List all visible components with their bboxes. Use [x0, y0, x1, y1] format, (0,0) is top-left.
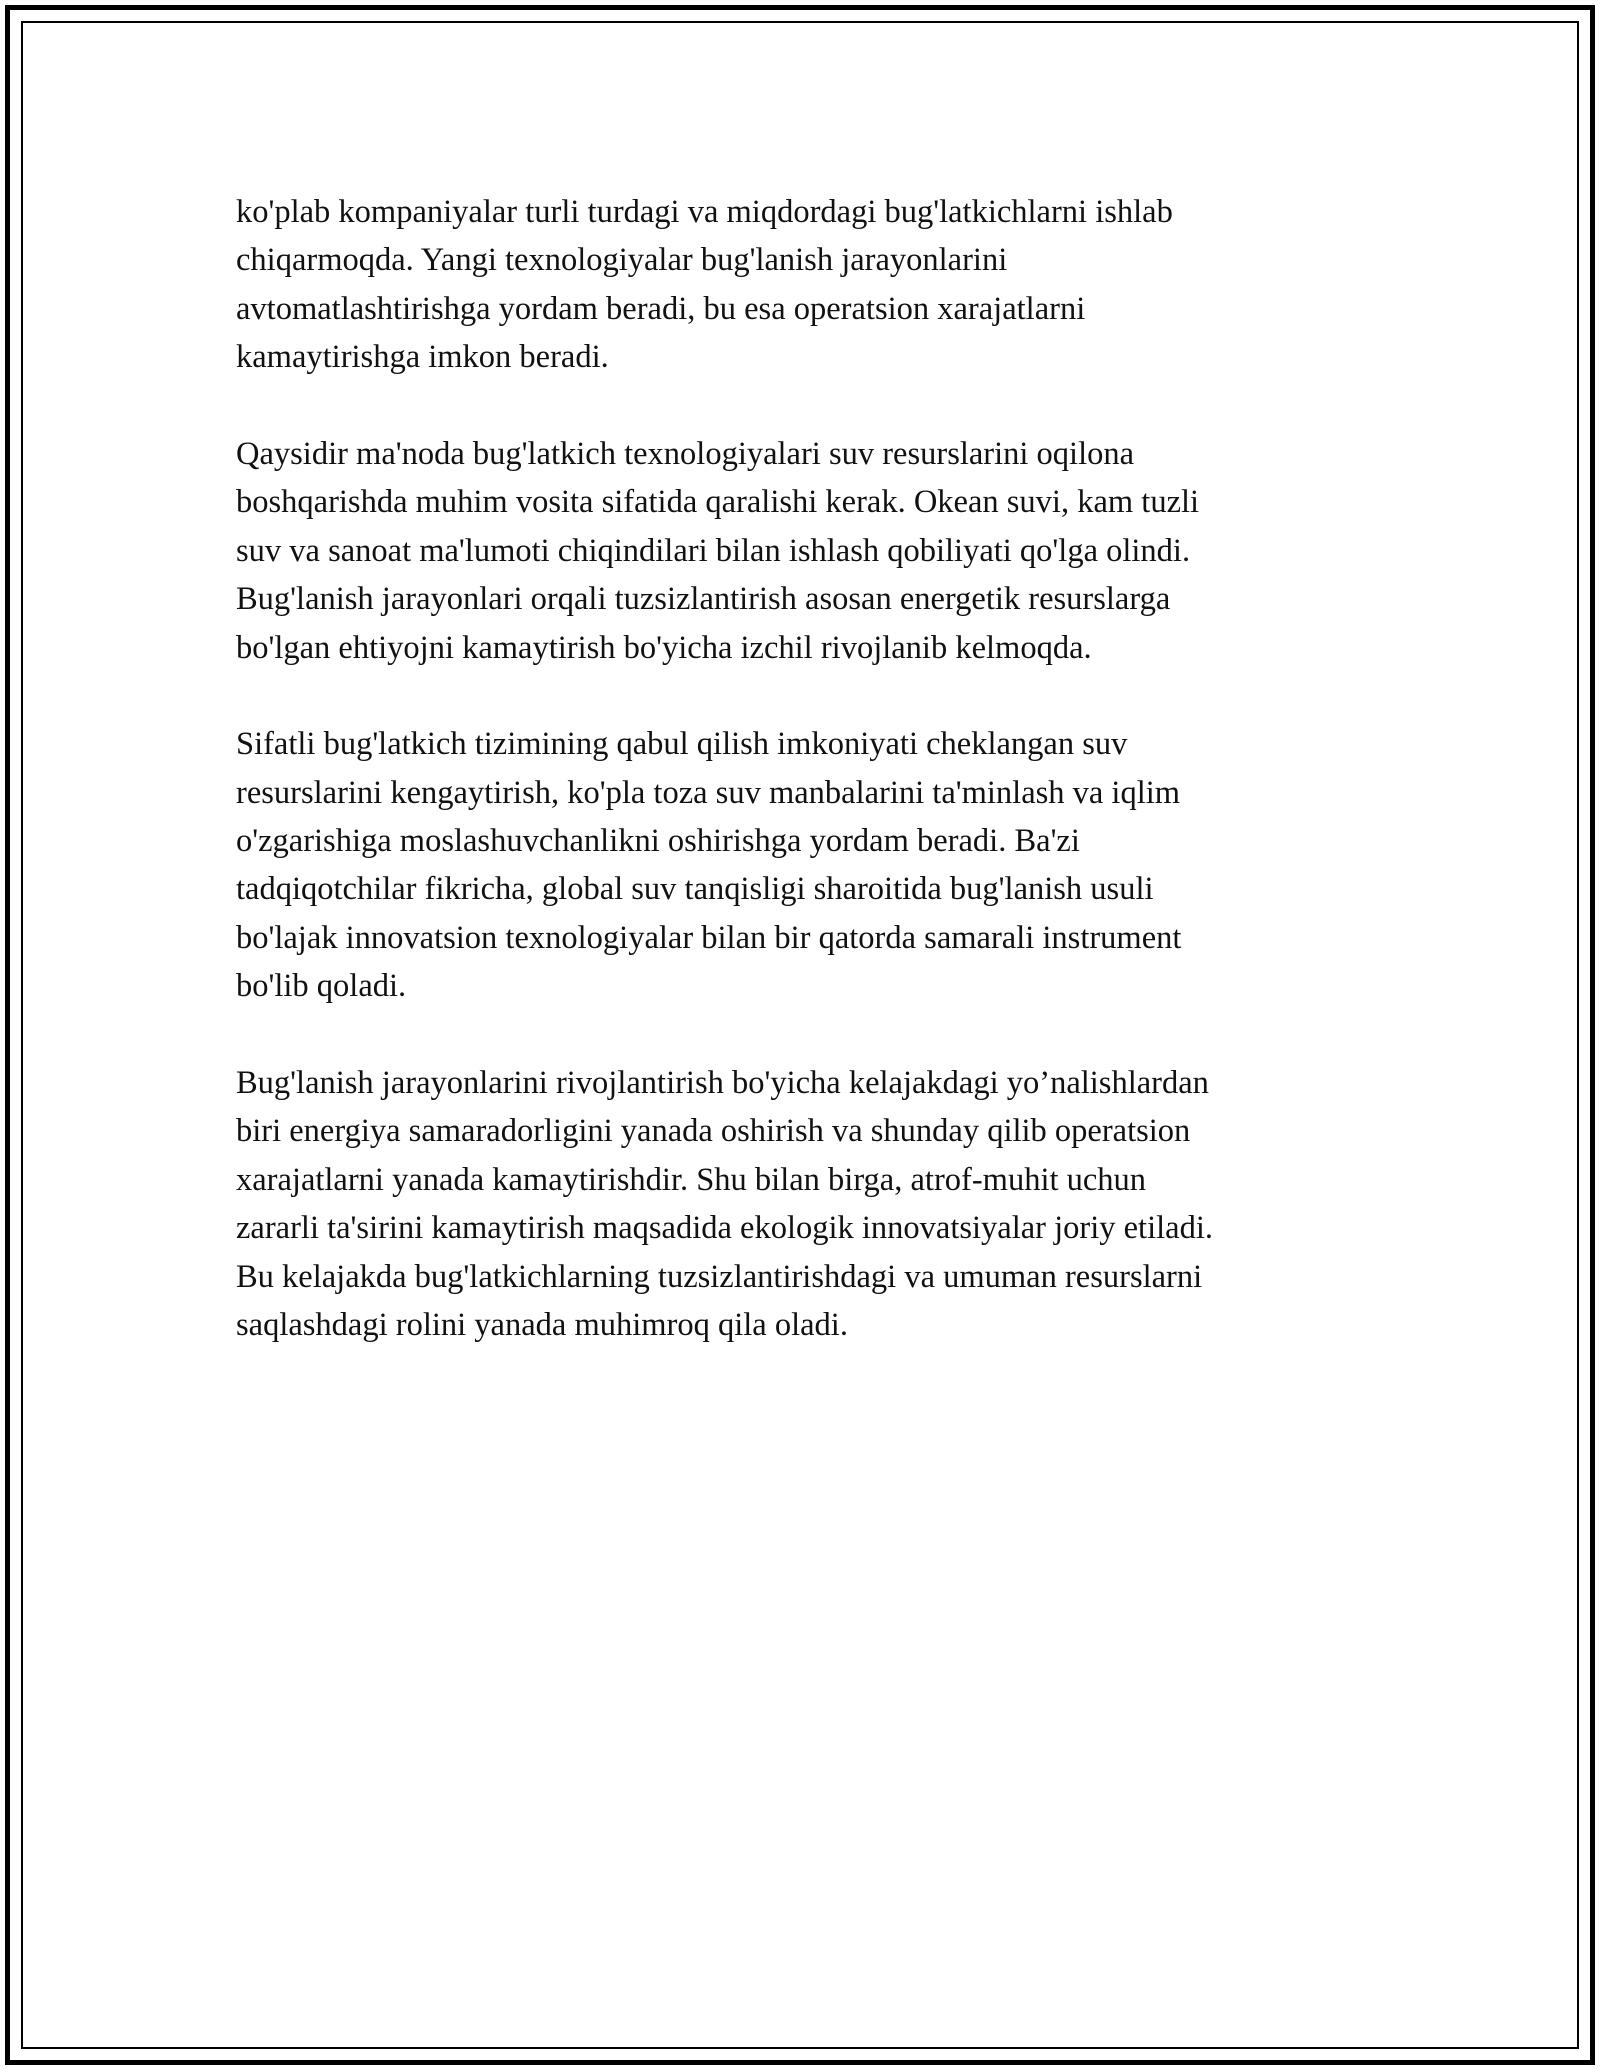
- text-line: saqlashdagi rolini yanada muhimroq qila oladi.: [236, 1306, 848, 1343]
- paragraph-3: [236, 720, 1386, 1010]
- text-line: resurslarini kengaytirish, ko'pla toza suv manbalarini ta'minlash va iqlim: [236, 774, 1181, 811]
- text-line: ko'plab kompaniyalar turli turdagi va miqdordagi bug'latkichlarni ishlab: [236, 194, 1173, 230]
- paragraph-4: [236, 1059, 1386, 1349]
- text-line: kamaytirishga imkon beradi.: [236, 339, 609, 376]
- text-line: Bug'lanish jarayonlarini rivojlantirish bo'yicha kelajakdagi yo’nalishlardan: [236, 1065, 1209, 1102]
- text-line: Qaysidir ma'noda bug'latkich texnologiyalari suv resurslarini oqilona: [236, 435, 1135, 472]
- text-line: xarajatlarni yanada kamaytirishdir. Shu bilan birga, atrof-muhit uchun: [236, 1161, 1147, 1198]
- paragraph-1: [236, 188, 1386, 382]
- text-line: Sifatli bug'latkich tizimining qabul qilish imkoniyati cheklangan suv: [236, 726, 1128, 763]
- text-line: zararli ta'sirini kamaytirish maqsadida ekologik innovatsiyalar joriy etiladi.: [236, 1210, 1213, 1247]
- text-line: bo'lajak innovatsion texnologiyalar bilan bir qatorda samarali instrument: [236, 919, 1182, 956]
- paragraph-2: [236, 430, 1386, 672]
- text-line: o'zgarishiga moslashuvchanlikni oshirishga yordam beradi. Ba'zi: [236, 823, 1080, 860]
- text-line: boshqarishda muhim vosita sifatida qaralishi kerak. Okean suvi, kam tuzli: [236, 484, 1200, 521]
- text-line: bo'lib qoladi.: [236, 968, 407, 1005]
- document-body: [236, 188, 1386, 1398]
- text-line: chiqarmoqda. Yangi texnologiyalar bug'lanish jarayonlarini: [236, 242, 1008, 279]
- text-line: tadqiqotchilar fikricha, global suv tanqisligi sharoitida bug'lanish usuli: [236, 871, 1154, 908]
- text-line: Bu kelajakda bug'latkichlarning tuzsizlantirishdagi va umuman resurslarni: [236, 1258, 1203, 1295]
- text-line: suv va sanoat ma'lumoti chiqindilari bilan ishlash qobiliyati qo'lga olindi.: [236, 532, 1191, 569]
- text-line: bo'lgan ehtiyojni kamaytirish bo'yicha izchil rivojlanib kelmoqda.: [236, 629, 1092, 666]
- text-line: biri energiya samaradorligini yanada oshirish va shunday qilib operatsion: [236, 1113, 1191, 1150]
- text-line: avtomatlashtirishga yordam beradi, bu esa operatsion xarajatlarni: [236, 290, 1086, 327]
- text-line: Bug'lanish jarayonlari orqali tuzsizlantirish asosan energetik resurslarga: [236, 581, 1171, 618]
